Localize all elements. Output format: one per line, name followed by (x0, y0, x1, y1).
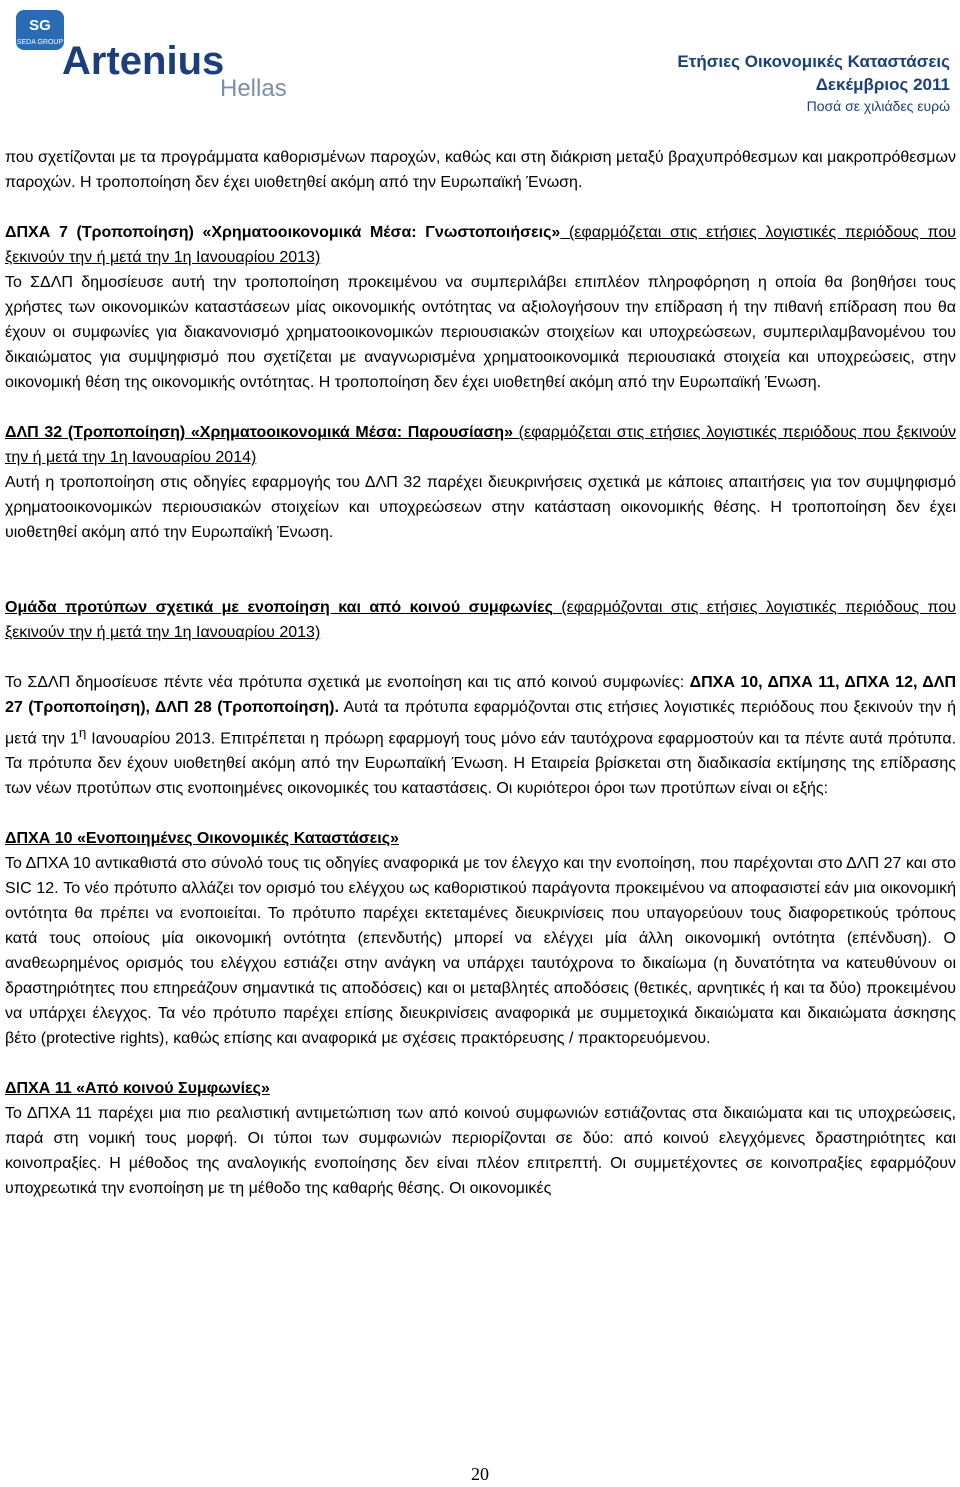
group-heading: Ομάδα προτύπων σχετικά με ενοποίηση και από κοινού συμφωνίες (5, 599, 553, 616)
logo-sub: Hellas (220, 75, 287, 102)
ifrs11-text: Το ΔΠΧΑ 11 παρέχει μια πιο ρεαλιστική αντιμετώπιση των από κοινού συμφωνιών εστιάζοντας στα δικαιώματα και τις υποχρεώσεις, παρά στη νομική τους μορφή. Οι τύποι των συμφωνιών περιορίζονται σε δύο: από κοινού ελεγχόμενες δραστηριότητες και κοινοπραξίες. Η μέθοδος της αναλογικής ενοποίησης δεν είναι πλέον επιτρεπτή. Οι συμμετέχοντες σε κοινοπραξίες εφαρμόζουν υποχρεωτικά την ενοποίηση με τη μέθοδο της καθαρής θέσης. Οι οικονομικές (5, 1105, 956, 1198)
ias32-heading: ΔΛΠ 32 (Τροποποίηση) «Χρηματοοικονομικά Μέσα: Παρουσίαση» (5, 424, 513, 441)
header-info (677, 50, 950, 116)
group-standards: ΔΠΧΑ 10, ΔΠΧΑ 11, ΔΠΧΑ 12, ΔΛΠ 27 (Τροποποίηση), ΔΛΠ 28 (Τροποποίηση). (5, 674, 957, 716)
logo-badge-text: SEDA GROUP (16, 39, 64, 46)
page-number: 20 (471, 1464, 489, 1484)
company-logo (14, 8, 314, 108)
ifrs7-applies: (εφαρμόζεται στις ετήσιες λογιστικές περιόδους που ξεκινούν την ή μετά την 1η Ιανουαρίου 2013) (5, 224, 957, 266)
ias32-applies: (εφαρμόζεται στις ετήσιες λογιστικές περιόδους που ξεκινούν την ή μετά την 1η Ιανουαρίου 2014) (5, 424, 957, 466)
ias32-text: Αυτή η τροποποίηση στις οδηγίες εφαρμογής του ΔΛΠ 32 παρέχει διευκρινήσεις σχετικά με κάποιες απαιτήσεις για τον συμψηφισμό χρηματοοικονομικών περιουσιακών στοιχείων και υποχρεώσεων στην κατάσταση οικονομικής θέσης. Η τροποποίηση δεν έχει υιοθετηθεί ακόμη από την Ευρωπαϊκή Ένωση. (5, 474, 956, 541)
ifrs10-text: Το ΔΠΧΑ 10 αντικαθιστά στο σύνολό τους τις οδηγίες αναφορικά με τον έλεγχο και την ενοποίηση, που παρέχονται στο ΔΛΠ 27 και στο SIC 12. Το νέο πρότυπο αλλάζει τον ορισμό του ελέγχου ως καθοριστικού παράγοντα προκειμένου να αποφασιστεί εάν μια οικονομική οντότητα θα πρέπει να ενοποιείται. Το πρότυπο παρέχει εκτεταμένες διευκρινίσεις που υπαγορεύουν τους διαφορετικούς τρόπους κατά τους οποίους μία οικονομική οντότητα (επενδυτής) μπορεί να ελέγχει μία άλλη οικονομική οντότητα (επένδυση). Ο αναθεωρημένος ορισμός του ελέγχου εστιάζει στην ανάγκη να υπάρχει ταυτόχρονα το δικαίωμα (η δυνατότητα να κατευθύνουν οι δραστηριότητες που επηρεάζουν σημαντικά τις αποδόσεις) και οι μεταβλητές αποδόσεις (θετικές, αρνητικές ή και τα δύο) προκειμένου να υπάρχει έλεγχος. Τα νέο πρότυπο παρέχει επίσης διευκρινίσεις αναφορικά με συμμετοχικά δικαιώματα και δικαιώματα άσκησης βέτο (protective rights), καθώς επίσης και αναφορικά με σχέσεις πρακτόρευσης / πρακτορευόμενου. (5, 855, 956, 1048)
logo-name: Artenius (62, 39, 225, 83)
ifrs7-heading: ΔΠΧΑ 7 (Τροποποίηση) «Χρηματοοικονομικά Μέσα: Γνωστοποιήσεις» (5, 224, 561, 241)
svg-text:SG: SG (29, 17, 51, 34)
group-applies: (εφαρμόζονται στις ετήσιες λογιστικές περιόδους που ξεκινούν την ή μετά την 1η Ιανουαρίου 2013) (5, 599, 956, 641)
ifrs7-section (5, 220, 956, 270)
report-date: Δεκέμβριος 2011 (815, 75, 950, 94)
ifrs10-heading: ΔΠΧΑ 10 «Ενοποιημένες Οικονομικές Καταστάσεις» (5, 830, 399, 848)
group-text: Το ΣΔΛΠ δημοσίευσε πέντε νέα πρότυπα σχετικά με ενοποίηση και τις από κοινού συμφωνίες: ΔΠΧΑ 10, ΔΠΧΑ 11, ΔΠΧΑ 12, ΔΛΠ 27 (Τροποποίηση), ΔΛΠ 28 (Τροποποίηση). Αυτά τα πρότυπα εφαρμόζονται στις ετήσιες λογιστικές περιόδους που ξεκινούν την ή μετά την $1^\eta$ Ιανουαρίου 2013. Επιτρέπεται η πρόωρη εφαρμογή τους μόνο εάν ταυτόχρονα εφαρμοστούν και τα πέντε αυτά πρότυπα. Τα πρότυπα δεν έχουν υιοθετηθεί ακόμη από την Ευρωπαϊκή Ένωση. Η Εταιρεία βρίσκεται στη διαδικασία εκτίμησης της επίδρασης των νέων προτύπων στις ενοποιημένες οικονομικές του καταστάσεις. Οι κυριότεροι όροι των προτύπων είναι οι εξής: (5, 674, 957, 798)
ifrs11-heading: ΔΠΧΑ 11 «Από κοινού Συμφωνίες» (5, 1080, 270, 1098)
group-section (5, 595, 956, 645)
ias32-section (5, 420, 956, 470)
page-header (0, 0, 960, 125)
intro-paragraph: που σχετίζονται με τα προγράμματα καθορισμένων παροχών, καθώς και στη διάκριση μεταξύ βραχυπρόθεσμων και μακροπρόθεσμων παροχών. Η τροποποίηση δεν έχει υιοθετηθεί ακόμη από την Ευρωπαϊκή Ένωση. (5, 149, 956, 191)
report-units: Ποσά σε χιλιάδες ευρώ (806, 98, 950, 114)
ifrs7-text: Το ΣΔΛΠ δημοσίευσε αυτή την τροποποίηση προκειμένου να συμπεριλάβει επιπλέον πληροφόρηση η οποία θα βοηθήσει τους χρήστες των οικονομικών καταστάσεων μίας οικονομικής οντότητας να αξιολογήσουν την επίδραση ή την πιθανή επίδραση που θα έχουν οι συμφωνίες για διακανονισμό χρηματοοικονομικών περιουσιακών στοιχείων και υποχρεώσεων, συμπεριλαμβανομένου του δικαιώματος για συμψηφισμό που σχετίζεται με αναγνωρισμένα χρηματοοικονομικά περιουσιακά στοιχεία και υποχρεώσεις, στην οικονομική θέση της οικονομικής οντότητας. Η τροποποίηση δεν έχει υιοθετηθεί ακόμη από την Ευρωπαϊκή Ένωση. (5, 274, 956, 391)
report-title: Ετήσιες Οικονομικές Καταστάσεις (677, 52, 950, 71)
document-body (5, 145, 956, 1201)
superscript: η (78, 725, 87, 740)
